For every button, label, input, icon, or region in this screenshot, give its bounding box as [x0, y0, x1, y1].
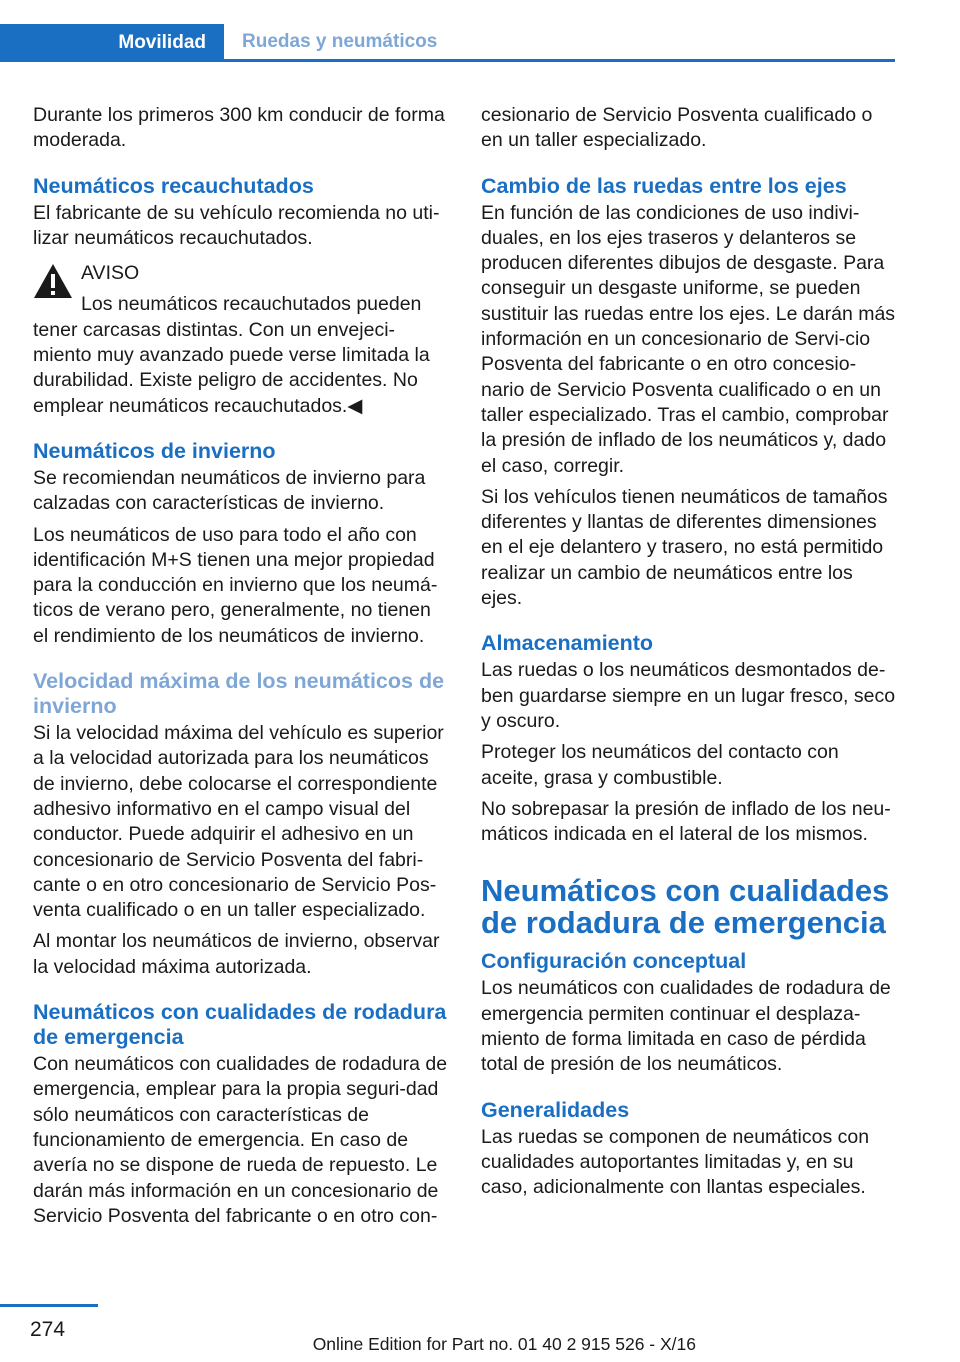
tab-movilidad[interactable]: Movilidad	[0, 24, 224, 62]
paragraph-continuation: cesionario de Servicio Posventa cualificado o en un taller especializado.	[481, 104, 873, 152]
paragraph-velocidad-2: Al montar los neumáticos de invierno, observar la velocidad máxima autorizada.	[33, 930, 440, 978]
header-tab-bar	[0, 24, 895, 62]
page-number: 274	[30, 1318, 66, 1341]
paragraph-intro: Durante los primeros 300 km conducir de forma moderada.	[33, 104, 445, 152]
warning-title: AVISO	[81, 262, 140, 285]
paragraph-almacenamiento-1: Las ruedas o los neumáticos desmontados de‐ben guardarse siempre en un lugar fresco, seco y oscuro.	[481, 659, 896, 732]
paragraph-cambio-1: En función de las condiciones de uso indivi‐duales, en los ejes traseros y delanteros se producen diferentes dibujos de desgaste. Para conseguir un desgaste uniforme, se pueden sustituir las ruedas entre los ejes. Le darán más información en un concesionario de Servi‐cio Posventa del fabricante o en otro concesio‐nario de Servicio Posventa cualificado o en un taller especializado. Tras el cambio, comprobar la presión de inflado de los neumáticos y, dado el caso, corregir.	[481, 201, 896, 477]
warning-text: Los neumáticos recauchutados pueden tener carcasas distintas. Con un envejeci‐miento muy avanzado puede verse limitada la durabilidad. Existe peligro de accidentes. No emplear neumáticos recauchutados.◀	[33, 293, 430, 417]
paragraph-invierno-1: Se recomiendan neumáticos de invierno para calzadas con características de invierno.	[33, 466, 426, 515]
footer-edition: Online Edition for Part no. 01 40 2 915 526 - X/16	[312, 1334, 696, 1354]
paragraph-almacenamiento-3: No sobrepasar la presión de inflado de los neu‐máticos indicada en el lateral de los mismos.	[481, 797, 891, 846]
paragraph-emergencia: Con neumáticos con cualidades de rodadura de emergencia, emplear para la propia seguri‐dad sólo neumáticos con características de funcionamiento de emergencia. En caso de avería no se dispone de rueda de repuesto. Le darán más información en un concesionario de Servicio Posventa del fabricante o en otro con‐	[33, 1053, 448, 1227]
paragraph-recauchutados: El fabricante de su vehículo recomienda no uti‐lizar neumáticos recauchutados.	[33, 201, 440, 249]
paragraph-velocidad-1: Si la velocidad máxima del vehículo es superior a la velocidad autorizada para los neumáticos de invierno, debe colocarse el correspondiente adhesivo informativo en el campo visual del conductor. Puede adquirir el adhesivo en un concesionario de Servicio Posventa del fabri‐cante o en otro concesionario de Servicio Pos‐venta cualificado o en un taller especializado.	[33, 722, 444, 922]
heading-almacenamiento: Almacenamiento	[481, 631, 654, 656]
paragraph-generalidades: Las ruedas se componen de neumáticos con cualidades autoportantes limitadas y, en su caso, adicionalmente con llantas especiales.	[481, 1125, 870, 1199]
paragraph-configuracion: Los neumáticos con cualidades de rodadura de emergencia permiten continuar el desplaza‐miento de forma limitada en caso de pérdida total de presión de los neumáticos.	[481, 977, 891, 1076]
heading-emergencia: Neumáticos con cualidades de rodadura de emergencia	[33, 1000, 447, 1050]
warning-box	[33, 261, 448, 419]
left-column	[33, 103, 448, 1235]
warning-triangle-icon	[33, 263, 73, 299]
paragraph-cambio-2: Si los vehículos tienen neumáticos de tamaños diferentes y llantas de diferentes dimensiones en el eje delantero y trasero, no está permitido realizar un cambio de neumáticos entre los ejes.	[481, 485, 888, 610]
right-column	[481, 103, 896, 1207]
heading-recauchutados: Neumáticos recauchutados	[33, 173, 314, 198]
heading-invierno: Neumáticos de invierno	[33, 438, 276, 463]
heading-generalidades: Generalidades	[481, 1097, 630, 1122]
page-number-rule	[0, 1304, 98, 1307]
heading-cambio: Cambio de las ruedas entre los ejes	[481, 173, 847, 198]
tab-ruedas-neumaticos[interactable]: Ruedas y neumáticos	[242, 30, 438, 52]
section-title-emergencia: Neumáticos con cualidades de rodadura de emergencia	[481, 873, 890, 941]
heading-configuracion: Configuración conceptual	[481, 949, 747, 974]
heading-velocidad: Velocidad máxima de los neumáticos de invierno	[33, 669, 445, 719]
paragraph-almacenamiento-2: Proteger los neumáticos del contacto con aceite, grasa y combustible.	[481, 741, 839, 789]
paragraph-invierno-2: Los neumáticos de uso para todo el año con identificación M+S tienen una mejor propiedad para la conducción en invierno que los neumá‐ticos de verano pero, generalmente, no tienen el rendimiento de los neumáticos de invierno.	[33, 523, 438, 647]
